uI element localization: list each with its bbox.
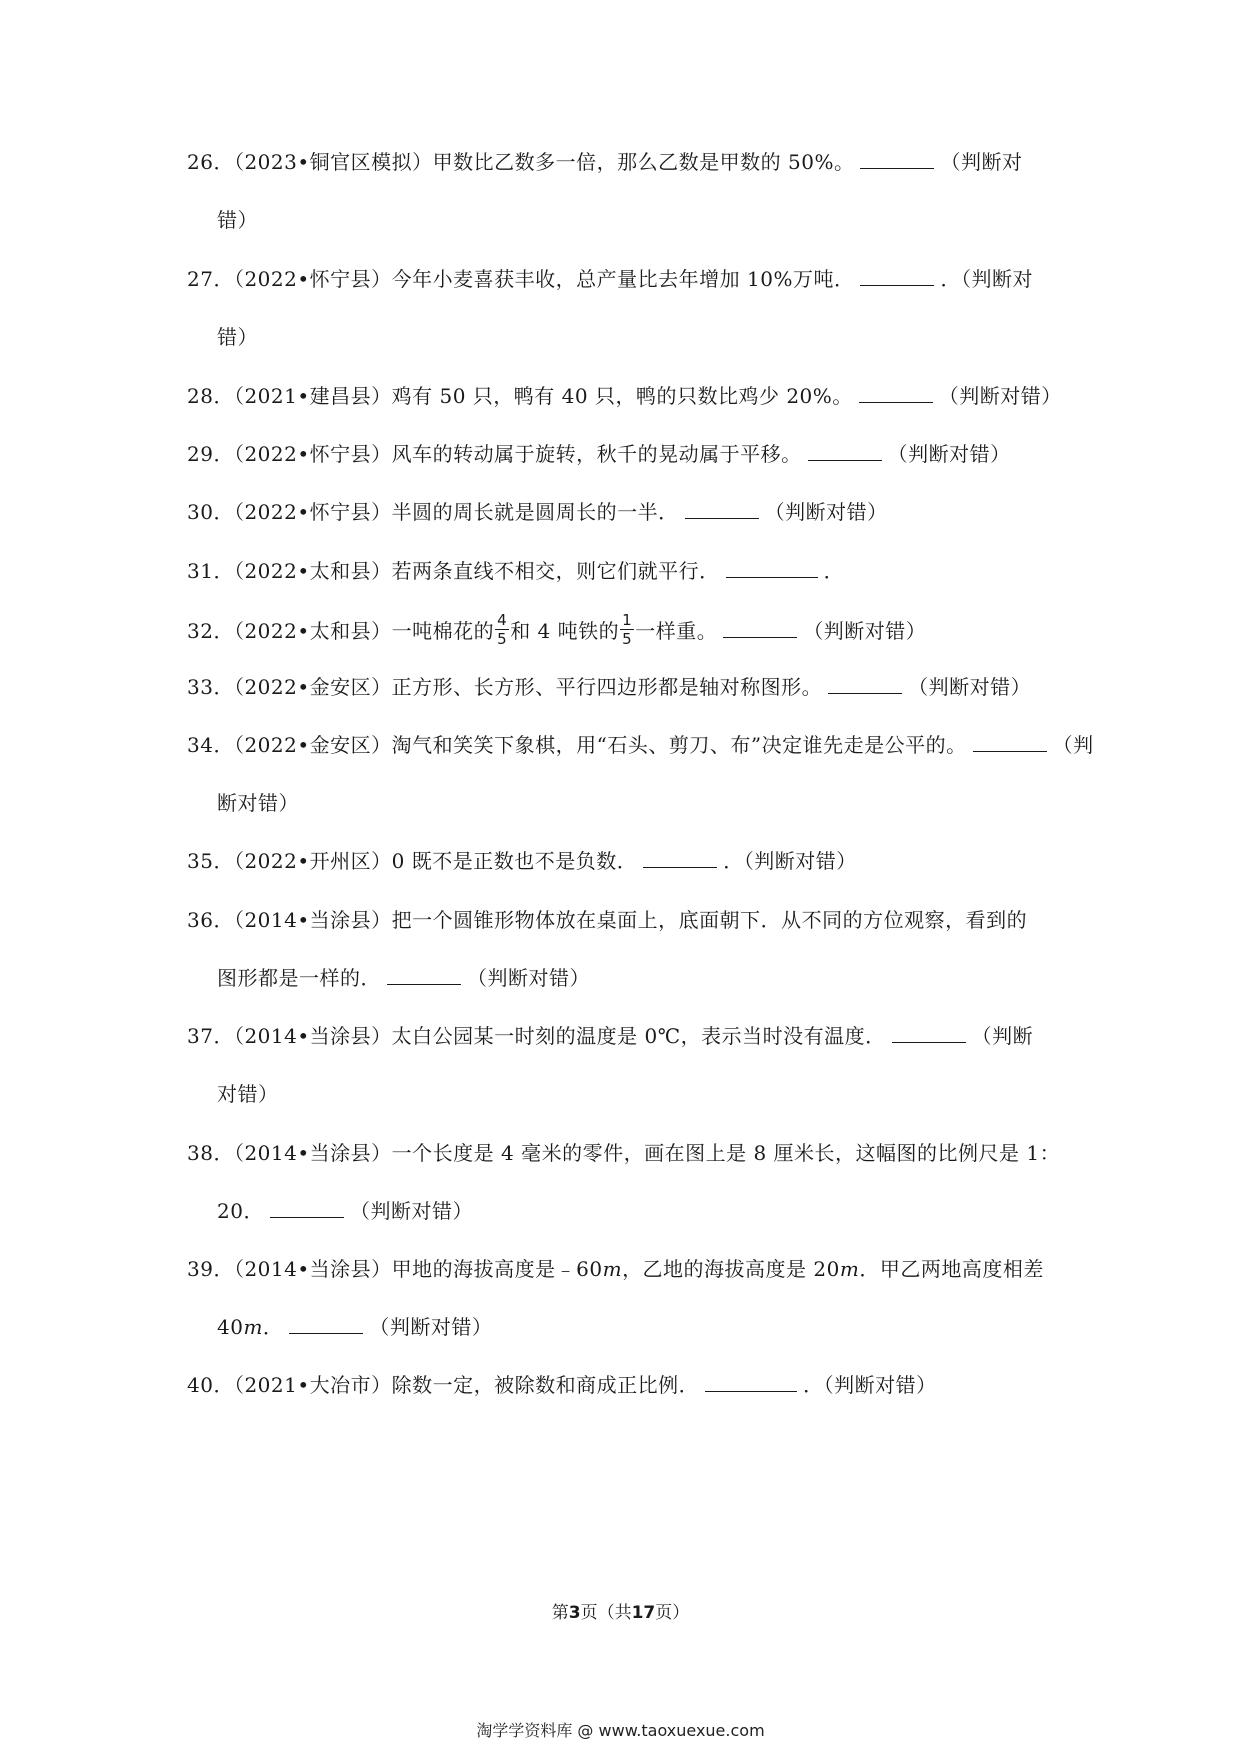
question-39-line-2: 40m． （判断对错） (217, 1315, 493, 1339)
question-38-line-2: 20． （判断对错） (217, 1199, 473, 1223)
answer-blank[interactable] (892, 1022, 966, 1043)
question-39-line-1: 39．（2014•当涂县）甲地的海拔高度是﹣60m，乙地的海拔高度是 20m．甲乙两地高度相差 (187, 1257, 1044, 1281)
question-30: 30．（2022•怀宁县）半圆的周长就是圆周长的一半． （判断对错） (187, 500, 888, 524)
question-26-line-1: 26．（2023•铜官区模拟）甲数比乙数多一倍，那么乙数是甲数的 50%。 （判断对 (187, 150, 1023, 174)
question-28: 28．（2021•建昌县）鸡有 50 只，鸭有 40 只，鸭的只数比鸡少 20%。 （判断对错） (187, 384, 1062, 408)
answer-blank[interactable] (270, 1197, 344, 1218)
question-32: 32．（2022•太和县）一吨棉花的 $\frac{4}{5}$ 和 4 吨铁的 $\frac{1}{5}$ 一样重。 （判断对错） (187, 611, 927, 648)
answer-blank[interactable] (860, 265, 934, 286)
answer-blank[interactable] (723, 617, 797, 638)
answer-blank[interactable] (860, 148, 934, 169)
answer-blank[interactable] (973, 731, 1047, 752)
question-38-line-1: 38．（2014•当涂县）一个长度是 4 毫米的零件，画在图上是 8 厘米长，这幅图的比例尺是 1： (187, 1141, 1061, 1165)
question-27-line-1: 27．（2022•怀宁县）今年小麦喜获丰收，总产量比去年增加 10%万吨． ．（判断对 (187, 267, 1033, 291)
answer-blank[interactable] (387, 964, 461, 985)
answer-blank[interactable] (643, 847, 717, 868)
answer-blank[interactable] (705, 1371, 797, 1392)
question-40: 40．（2021•大冶市）除数一定，被除数和商成正比例． ．（判断对错） (187, 1373, 937, 1397)
question-34-line-2: 断对错） (217, 791, 299, 815)
fraction-one-fifth: $\frac{1}{5}$ (622, 611, 633, 648)
current-page-number: 3 (568, 1603, 581, 1623)
question-37-line-1: 37．（2014•当涂县）太白公园某一时刻的温度是 0℃，表示当时没有温度． （判断 (187, 1024, 1034, 1048)
question-37-line-2: 对错） (217, 1082, 279, 1106)
question-29: 29．（2022•怀宁县）风车的转动属于旋转，秋千的晃动属于平移。 （判断对错） (187, 442, 1011, 466)
question-27-line-2: 错） (217, 325, 258, 349)
answer-blank[interactable] (808, 440, 882, 461)
question-35: 35．（2022•开州区）0 既不是正数也不是负数． ．（判断对错） (187, 849, 857, 873)
page-footer: 第3页（共17页） (551, 1603, 690, 1623)
answer-blank[interactable] (289, 1313, 363, 1334)
question-36-line-2: 图形都是一样的． （判断对错） (217, 966, 590, 990)
question-31: 31．（2022•太和县）若两条直线不相交，则它们就平行． ． (187, 559, 845, 583)
answer-blank[interactable] (726, 557, 818, 578)
fraction-four-fifths: $\frac{4}{5}$ (497, 611, 508, 648)
watermark-text: 淘学学资料库 @ www.taoxuexue.com (476, 1721, 765, 1740)
question-34-line-1: 34．（2022•金安区）淘气和笑笑下象棋，用“石头、剪刀、布”决定谁先走是公平的。 （判 (187, 733, 1094, 757)
total-page-number: 17 (631, 1603, 656, 1623)
answer-blank[interactable] (828, 673, 902, 694)
answer-blank[interactable] (685, 498, 759, 519)
question-26-line-2: 错） (217, 208, 258, 232)
answer-blank[interactable] (859, 382, 933, 403)
question-36-line-1: 36．（2014•当涂县）把一个圆锥形物体放在桌面上，底面朝下．从不同的方位观察，看到的 (187, 908, 1028, 932)
question-33: 33．（2022•金安区）正方形、长方形、平行四边形都是轴对称图形。 （判断对错） (187, 675, 1032, 699)
